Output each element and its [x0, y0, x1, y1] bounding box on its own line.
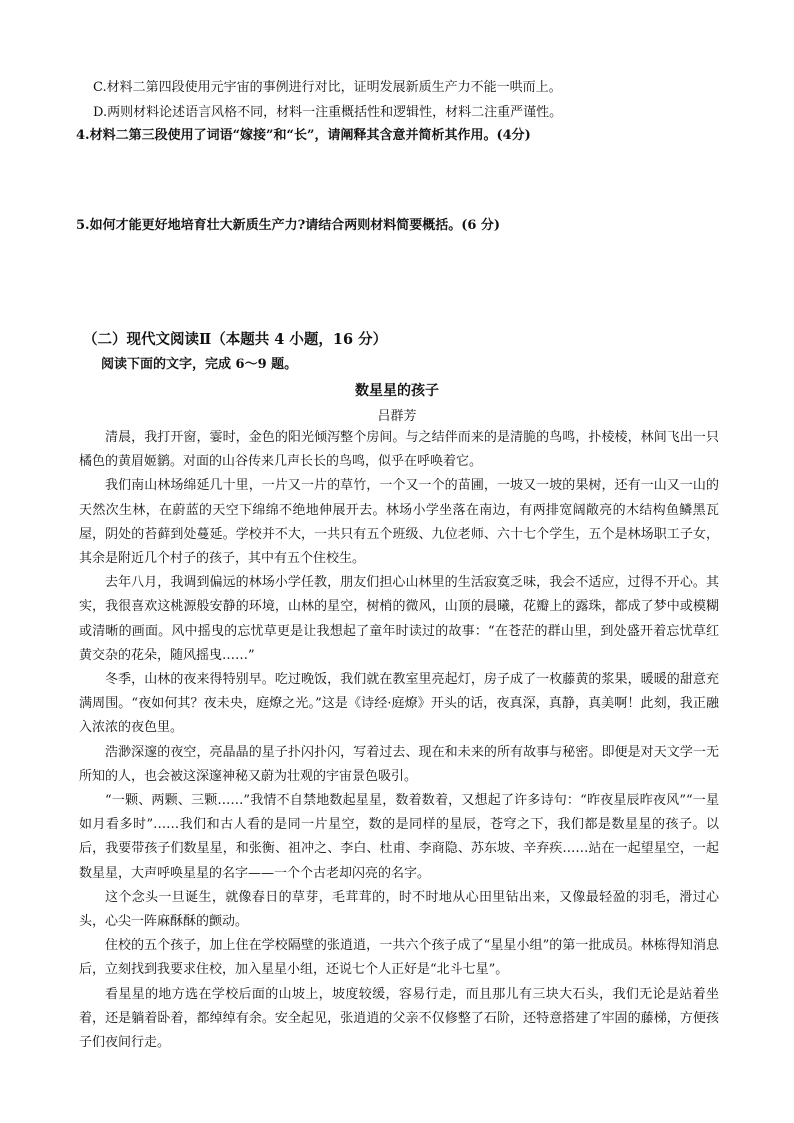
- option-c: C.材料二第四段使用元宇宙的事例进行对比，证明发展新质生产力不能一哄而上。: [93, 80, 562, 95]
- article-paragraph: 去年八月，我调到偏远的林场小学任教，朋友们担心山林里的生活寂寞乏味，我会不适应，过得不开心。其实，我很喜欢这桃源般安静的环境，山林的星空，树梢的微风，山顶的晨曦，花瓣上的露珠，都成了梦中或模糊或清晰的画面。风中摇曳的忘忧草更是让我想起了童年时读过的故事：“在苍茫的群山里，到处盛开着忘忧草红黄交杂的花朵，随风摇曳……”: [79, 575, 719, 663]
- question-4: 4.材料二第三段使用了词语“嫁接”和“长”，请阐释其含意并简析其作用。(4分): [76, 128, 531, 143]
- article-paragraph: 冬季，山林的夜来得特别早。吃过晚饭，我们就在教室里亮起灯，房子成了一枚藤黄的浆果，暖暖的甜意充满周围。“夜如何其？夜未央，庭燎之光。”这是《诗经·庭燎》开头的话，夜真深，真静，真美啊！此刻，我正融入浓浓的夜色里。: [79, 672, 719, 736]
- article-author: 吕群芳: [377, 409, 417, 424]
- article-paragraph: 我们南山林场绵延几十里，一片又一片的草竹，一个又一个的苗圃，一坡又一坡的果树，还有一山又一山的天然次生林，在蔚蓝的天空下绵绵不绝地伸展开去。林场小学坐落在南边，有两排宽阔敞亮的木结构鱼鳞黑瓦屋，阴处的苔藓到处蔓延。学校并不大，一共只有五个班级、九位老师、六十七个学生，五个是林场职工子女，其余是附近几个村子的孩子，其中有五个住校生。: [79, 478, 719, 567]
- article-paragraph: 这个念头一旦诞生，就像春日的草芽，毛茸茸的，时不时地从心田里钻出来，又像最轻盈的羽毛，滑过心头，心尖一阵麻酥酥的颤动。: [79, 889, 719, 930]
- article-paragraph: 浩渺深邃的夜空，亮晶晶的星子扑闪扑闪，写着过去、现在和未来的所有故事与秘密。即便是对天文学一无所知的人，也会被这深邃神秘又蔚为壮观的宇宙景色吸引。: [79, 744, 719, 784]
- reading-instruction: 阅读下面的文字，完成 6～9 题。: [101, 357, 298, 372]
- article-title: 数星星的孩子: [355, 383, 439, 399]
- article-paragraph: 住校的五个孩子，加上住在学校隔壁的张逍逍，一共六个孩子成了“星星小组”的第一批成员。林栋得知消息后，立刻找到我要求住校，加入星星小组，还说七个人正好是“北斗七星”。: [79, 938, 719, 978]
- option-d: D.两则材料论述语言风格不同，材料一注重概括性和逻辑性，材料二注重严谨性。: [93, 105, 563, 120]
- article-paragraph: “一颗、两颗、三颗……”我情不自禁地数起星星，数着数着，又想起了许多诗句：“昨夜星辰昨夜风”“一星如月看多时”……我们和古人看的是同一片星空，数的是同样的星辰，苍穹之下，我们都是数星星的孩子。以后，我要带孩子们数星星，和张衡、祖冲之、李白、杜甫、李商隐、苏东坡、辛弃疾……站在一起望星空，一起数星星，大声呼唤星星的名字——一个个古老却闪亮的名字。: [79, 793, 719, 881]
- question-5: 5.如何才能更好地培育壮大新质生产力?请结合两则材料简要概括。(6 分): [76, 218, 501, 233]
- article-paragraph: 清晨，我打开窗，霎时，金色的阳光倾泻整个房间。与之结伴而来的是清脆的鸟鸣，扑棱棱，林间飞出一只橘色的黄眉姬鹟。对面的山谷传来几声长长的鸟鸣，似乎在呼唤着它。: [79, 430, 719, 470]
- article-paragraph: 看星星的地方选在学校后面的山坡上，坡度较缓，容易行走，而且那儿有三块大石头，我们无论是站着坐着，还是躺着卧着，都绰绰有余。安全起见，张逍逍的父亲不仅修整了石阶，还特意搭建了牢固的藤梯，方便孩子们夜间行走。: [79, 986, 719, 1051]
- section-heading: （二）现代文阅读Ⅱ（本题共 4 小题，16 分）: [83, 331, 388, 348]
- article-body: [79, 426, 719, 1055]
